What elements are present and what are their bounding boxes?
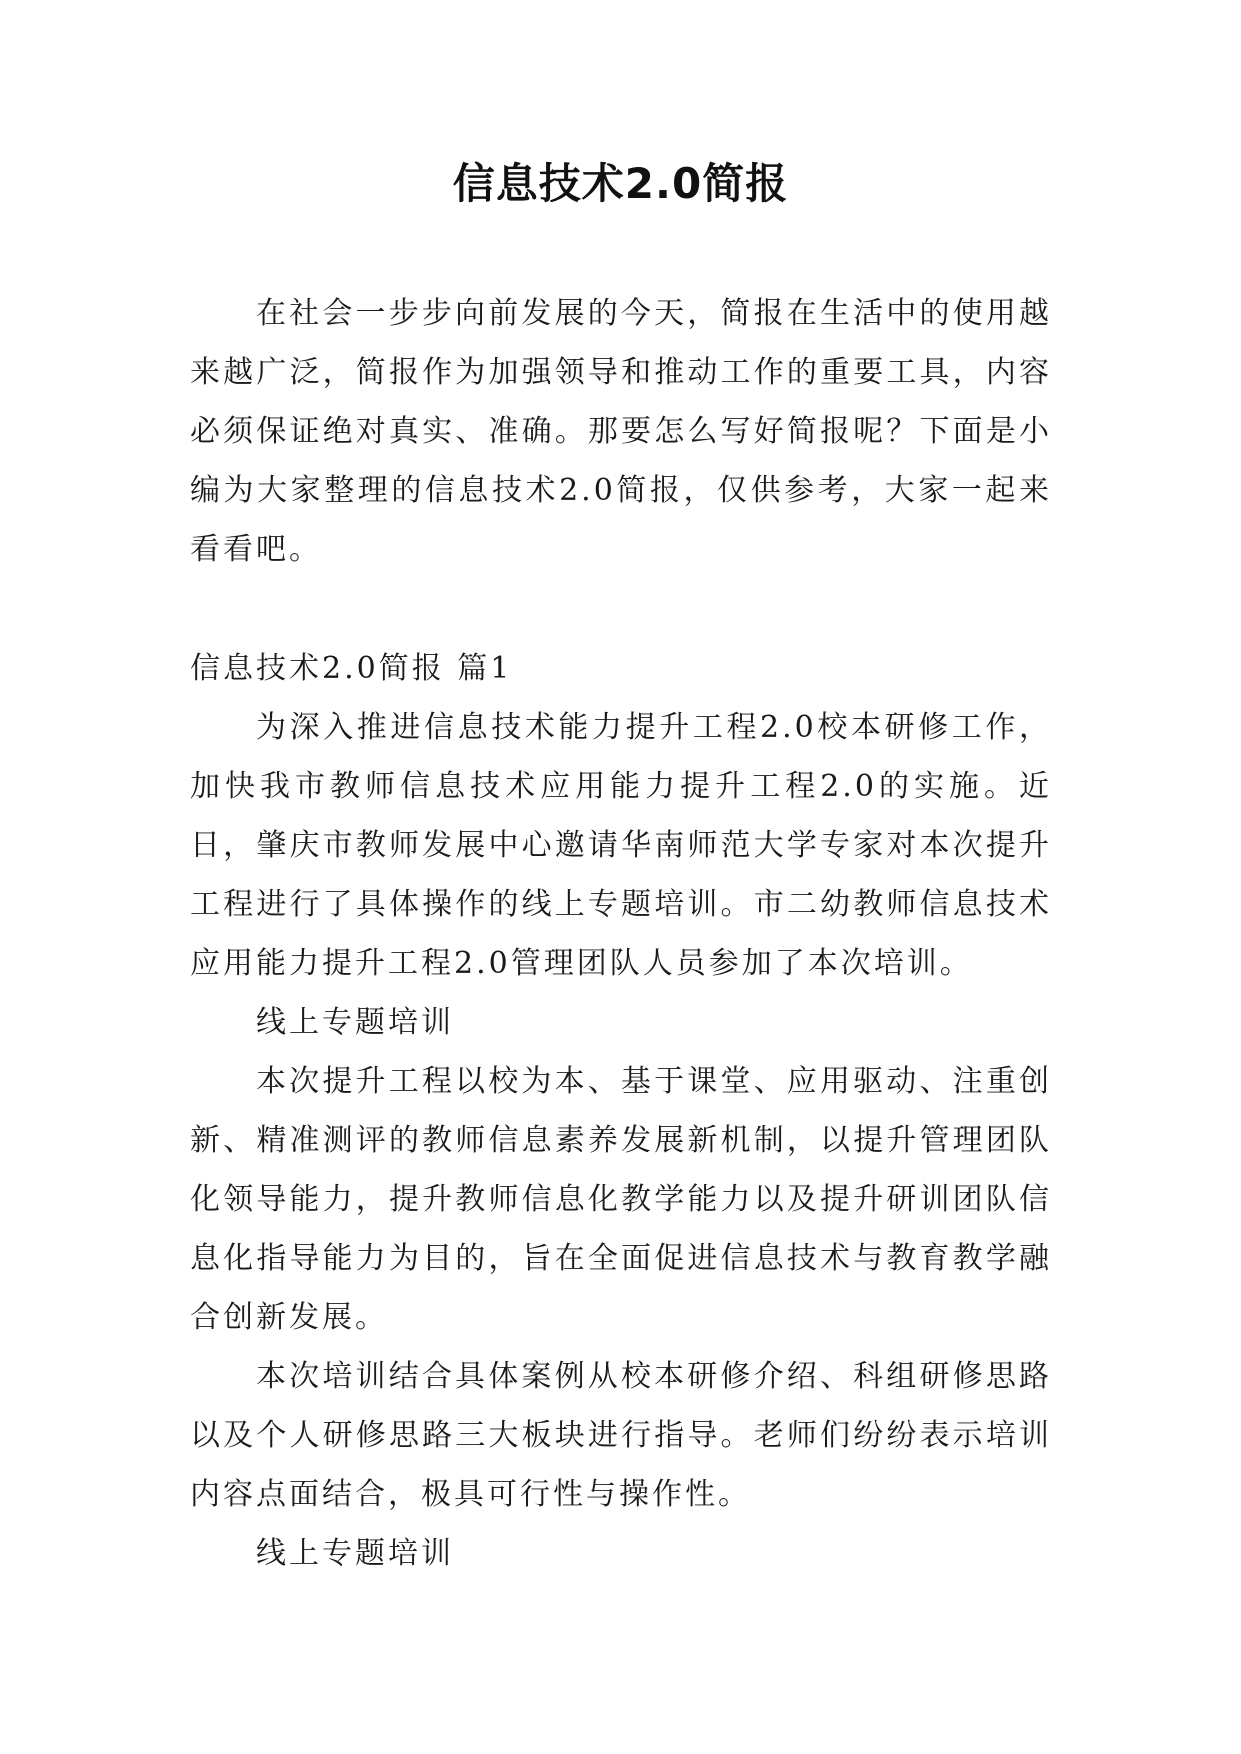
body-paragraph: 本次培训结合具体案例从校本研修介绍、科组研修思路以及个人研修思路三大板块进行指导。老师们纷纷表示培训内容点面结合，极具可行性与操作性。 <box>190 1359 1052 1512</box>
intro-paragraph: 在社会一步步向前发展的今天，简报在生活中的使用越来越广泛，简报作为加强领导和推动工作的重要工具，内容必须保证绝对真实、准确。那要怎么写好简报呢？下面是小编为大家整理的信息技术2.0简报，仅供参考，大家一起来看看吧。 <box>190 296 1052 567</box>
section-heading: 信息技术2.0简报 篇1 <box>190 651 513 686</box>
subheading: 线上专题培训 <box>256 1005 454 1040</box>
document-body <box>190 284 1052 1583</box>
subheading: 线上专题培训 <box>256 1536 454 1571</box>
body-paragraph: 为深入推进信息技术能力提升工程2.0校本研修工作，加快我市教师信息技术应用能力提升工程2.0的实施。近日，肇庆市教师发展中心邀请华南师范大学专家对本次提升工程进行了具体操作的线上专题培训。市二幼教师信息技术应用能力提升工程2.0管理团队人员参加了本次培训。 <box>190 710 1052 981</box>
body-paragraph: 本次提升工程以校为本、基于课堂、应用驱动、注重创新、精准测评的教师信息素养发展新机制，以提升管理团队化领导能力，提升教师信息化教学能力以及提升研训团队信息化指导能力为目的，旨在全面促进信息技术与教育教学融合创新发展。 <box>190 1064 1052 1335</box>
document-title: 信息技术2.0简报 <box>452 159 789 208</box>
section-spacer <box>190 579 1052 639</box>
